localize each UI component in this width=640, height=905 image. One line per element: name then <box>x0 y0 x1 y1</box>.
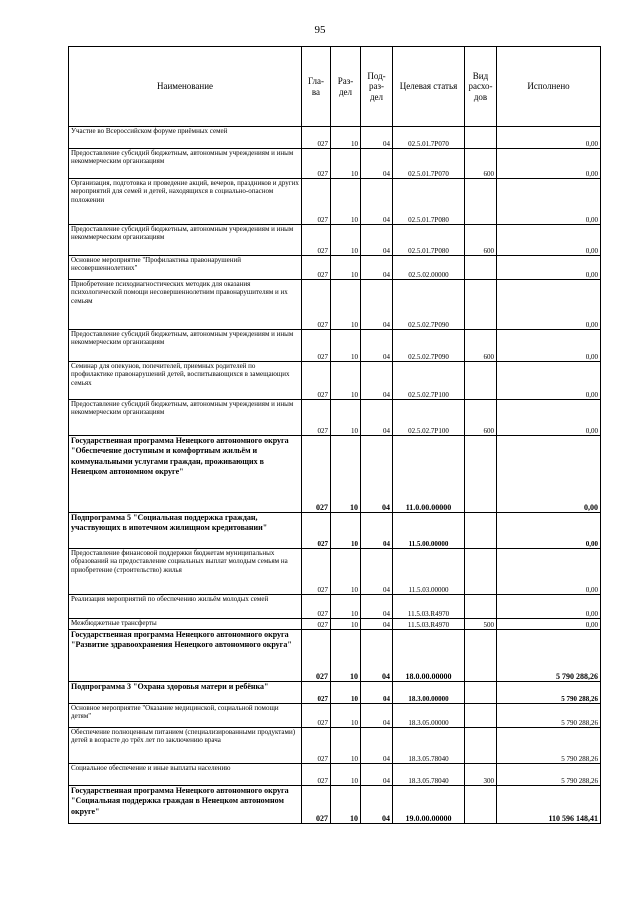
header-subsection: Под- раз- дел <box>361 47 393 127</box>
table-row <box>69 630 601 682</box>
row-section: 10 <box>331 127 361 149</box>
table-row <box>69 595 601 619</box>
row-expense-type: 600 <box>465 330 497 362</box>
row-name: Организация, подготовка и проведение акций, вечеров, праздников и других мероприятий для семей и детей, находящихся в социально-опасном положении <box>69 179 302 225</box>
header-expense-type: Вид расхо- дов <box>465 47 497 127</box>
header-chapter: Гла- ва <box>302 47 331 127</box>
row-subsection: 04 <box>361 179 393 225</box>
row-section: 10 <box>331 728 361 764</box>
row-chapter: 027 <box>302 764 331 786</box>
row-subsection: 04 <box>361 280 393 330</box>
table-row <box>69 330 601 362</box>
row-executed: 0,00 <box>497 400 601 436</box>
row-subsection: 04 <box>361 595 393 619</box>
table-row <box>69 513 601 549</box>
row-executed: 0,00 <box>497 513 601 549</box>
row-target: 02.5.01.7Р070 <box>393 149 465 179</box>
table-row <box>69 704 601 728</box>
row-section: 10 <box>331 786 361 824</box>
row-expense-type: 600 <box>465 225 497 256</box>
row-target: 02.5.01.7Р070 <box>393 127 465 149</box>
row-name: Подпрограмма 3 "Охрана здоровья матери и ребёнка" <box>69 682 302 704</box>
row-subsection: 04 <box>361 786 393 824</box>
row-executed: 0,00 <box>497 225 601 256</box>
row-name: Государственная программа Ненецкого автономного округа "Социальная поддержка граждан в Ненецком автономном округе" <box>69 786 302 824</box>
row-chapter: 027 <box>302 704 331 728</box>
row-executed: 5 790 288,26 <box>497 728 601 764</box>
row-target: 11.5.03.R4970 <box>393 619 465 630</box>
budget-table <box>68 46 601 824</box>
row-executed: 0,00 <box>497 149 601 179</box>
row-executed: 0,00 <box>497 595 601 619</box>
row-subsection: 04 <box>361 225 393 256</box>
row-section: 10 <box>331 595 361 619</box>
row-executed: 0,00 <box>497 127 601 149</box>
row-name: Государственная программа Ненецкого автономного округа "Развитие здравоохранения Ненецкого автономного округа" <box>69 630 302 682</box>
row-subsection: 04 <box>361 436 393 513</box>
row-name: Социальное обеспечение и иные выплаты населению <box>69 764 302 786</box>
row-subsection: 04 <box>361 549 393 595</box>
row-section: 10 <box>331 619 361 630</box>
row-section: 10 <box>331 549 361 595</box>
row-chapter: 027 <box>302 728 331 764</box>
row-name: Предоставление субсидий бюджетным, автономным учреждениям и иным некоммерческим организациям <box>69 149 302 179</box>
row-expense-type <box>465 728 497 764</box>
row-name: Обеспечение полноценным питанием (специализированными продуктами) детей в возрасте до трёх лет по заключению врача <box>69 728 302 764</box>
table-row <box>69 619 601 630</box>
row-target: 02.5.01.7Р080 <box>393 179 465 225</box>
row-name: Государственная программа Ненецкого автономного округа "Обеспечение доступным и комфортным жильём и коммунальными услугами граждан, проживающих в Ненецком автономном округе" <box>69 436 302 513</box>
row-chapter: 027 <box>302 225 331 256</box>
table-row <box>69 280 601 330</box>
table-row <box>69 127 601 149</box>
row-executed: 5 790 288,26 <box>497 630 601 682</box>
row-section: 10 <box>331 704 361 728</box>
table-row <box>69 179 601 225</box>
row-expense-type <box>465 280 497 330</box>
row-executed: 5 790 288,26 <box>497 682 601 704</box>
row-subsection: 04 <box>361 256 393 280</box>
row-expense-type: 600 <box>465 400 497 436</box>
row-expense-type <box>465 436 497 513</box>
row-subsection: 04 <box>361 682 393 704</box>
table-row <box>69 400 601 436</box>
row-section: 10 <box>331 436 361 513</box>
row-expense-type <box>465 549 497 595</box>
row-section: 10 <box>331 764 361 786</box>
row-name: Предоставление субсидий бюджетным, автономным учреждениям и иным некоммерческим организациям <box>69 400 302 436</box>
row-expense-type <box>465 256 497 280</box>
row-expense-type: 500 <box>465 619 497 630</box>
row-chapter: 027 <box>302 436 331 513</box>
table-row <box>69 786 601 824</box>
row-target: 18.3.05.78040 <box>393 728 465 764</box>
row-name: Участие во Всероссийском форуме приёмных семей <box>69 127 302 149</box>
row-chapter: 027 <box>302 619 331 630</box>
row-chapter: 027 <box>302 256 331 280</box>
row-executed: 5 790 288,26 <box>497 704 601 728</box>
header-executed: Исполнено <box>497 47 601 127</box>
row-section: 10 <box>331 256 361 280</box>
row-name: Основное мероприятие "Профилактика правонарушений несовершеннолетних" <box>69 256 302 280</box>
row-subsection: 04 <box>361 362 393 400</box>
row-subsection: 04 <box>361 513 393 549</box>
row-expense-type <box>465 786 497 824</box>
table-row <box>69 149 601 179</box>
row-executed: 0,00 <box>497 256 601 280</box>
row-chapter: 027 <box>302 149 331 179</box>
row-name: Приобретение психодиагностических методик для оказания психологической помощи несовершеннолетним правонарушителям и их семьям <box>69 280 302 330</box>
row-subsection: 04 <box>361 764 393 786</box>
row-subsection: 04 <box>361 728 393 764</box>
row-subsection: 04 <box>361 400 393 436</box>
row-target: 18.0.00.00000 <box>393 630 465 682</box>
row-subsection: 04 <box>361 630 393 682</box>
row-chapter: 027 <box>302 682 331 704</box>
row-expense-type <box>465 127 497 149</box>
table-row <box>69 256 601 280</box>
page-number: 95 <box>314 24 326 36</box>
row-chapter: 027 <box>302 280 331 330</box>
header-section: Раз- дел <box>331 47 361 127</box>
row-section: 10 <box>331 179 361 225</box>
row-expense-type <box>465 704 497 728</box>
row-executed: 110 596 148,41 <box>497 786 601 824</box>
row-target: 11.5.03.00000 <box>393 549 465 595</box>
row-chapter: 027 <box>302 513 331 549</box>
row-target: 11.5.03.R4970 <box>393 595 465 619</box>
row-target: 18.3.00.00000 <box>393 682 465 704</box>
table-row <box>69 436 601 513</box>
row-target: 02.5.02.7Р090 <box>393 280 465 330</box>
header-name: Наименование <box>69 47 302 127</box>
row-subsection: 04 <box>361 619 393 630</box>
row-name: Основное мероприятие "Оказание медицинской, социальной помощи детям" <box>69 704 302 728</box>
row-chapter: 027 <box>302 595 331 619</box>
row-target: 19.0.00.00000 <box>393 786 465 824</box>
row-subsection: 04 <box>361 330 393 362</box>
row-executed: 0,00 <box>497 330 601 362</box>
row-target: 02.5.02.7Р090 <box>393 330 465 362</box>
row-executed: 0,00 <box>497 362 601 400</box>
row-chapter: 027 <box>302 630 331 682</box>
row-subsection: 04 <box>361 149 393 179</box>
header-row <box>69 47 601 127</box>
table-row <box>69 728 601 764</box>
row-section: 10 <box>331 630 361 682</box>
row-target: 11.0.00.00000 <box>393 436 465 513</box>
table-row <box>69 764 601 786</box>
row-executed: 0,00 <box>497 280 601 330</box>
row-executed: 0,00 <box>497 549 601 595</box>
table-row <box>69 225 601 256</box>
row-name: Межбюджетные трансферты <box>69 619 302 630</box>
row-executed: 0,00 <box>497 619 601 630</box>
row-chapter: 027 <box>302 362 331 400</box>
row-expense-type <box>465 595 497 619</box>
row-name: Предоставление субсидий бюджетным, автономным учреждениям и иным некоммерческим организациям <box>69 330 302 362</box>
row-subsection: 04 <box>361 704 393 728</box>
row-subsection: 04 <box>361 127 393 149</box>
row-target: 02.5.01.7Р080 <box>393 225 465 256</box>
row-expense-type <box>465 513 497 549</box>
row-expense-type: 600 <box>465 149 497 179</box>
row-expense-type <box>465 630 497 682</box>
row-name: Подпрограмма 5 "Социальная поддержка граждан, участвующих в ипотечном жилищном кредитовании" <box>69 513 302 549</box>
row-executed: 5 790 288,26 <box>497 764 601 786</box>
row-name: Реализация мероприятий по обеспечению жильём молодых семей <box>69 595 302 619</box>
row-executed: 0,00 <box>497 436 601 513</box>
row-target: 18.3.05.78040 <box>393 764 465 786</box>
row-name: Предоставление финансовой поддержки бюджетам муниципальных образований на предоставление социальных выплат молодым семьям на приобретение (строительство) жилья <box>69 549 302 595</box>
row-expense-type <box>465 682 497 704</box>
row-section: 10 <box>331 149 361 179</box>
row-chapter: 027 <box>302 549 331 595</box>
row-name: Семинар для опекунов, попечителей, приемных родителей по профилактике правонарушений детей, воспитывающихся в замещающих семьях <box>69 362 302 400</box>
row-expense-type <box>465 179 497 225</box>
row-name: Предоставление субсидий бюджетным, автономным учреждениям и иным некоммерческим организациям <box>69 225 302 256</box>
row-target: 18.3.05.00000 <box>393 704 465 728</box>
row-section: 10 <box>331 330 361 362</box>
row-section: 10 <box>331 225 361 256</box>
row-target: 02.5.02.00000 <box>393 256 465 280</box>
row-section: 10 <box>331 400 361 436</box>
row-executed: 0,00 <box>497 179 601 225</box>
row-section: 10 <box>331 682 361 704</box>
row-section: 10 <box>331 362 361 400</box>
row-chapter: 027 <box>302 400 331 436</box>
row-chapter: 027 <box>302 179 331 225</box>
row-target: 02.5.02.7Р100 <box>393 400 465 436</box>
row-chapter: 027 <box>302 330 331 362</box>
header-target: Целевая статья <box>393 47 465 127</box>
table-row <box>69 682 601 704</box>
row-expense-type: 300 <box>465 764 497 786</box>
row-section: 10 <box>331 513 361 549</box>
row-target: 11.5.00.00000 <box>393 513 465 549</box>
row-target: 02.5.02.7Р100 <box>393 362 465 400</box>
row-expense-type <box>465 362 497 400</box>
row-chapter: 027 <box>302 127 331 149</box>
row-section: 10 <box>331 280 361 330</box>
row-chapter: 027 <box>302 786 331 824</box>
table-row <box>69 549 601 595</box>
table-row <box>69 362 601 400</box>
